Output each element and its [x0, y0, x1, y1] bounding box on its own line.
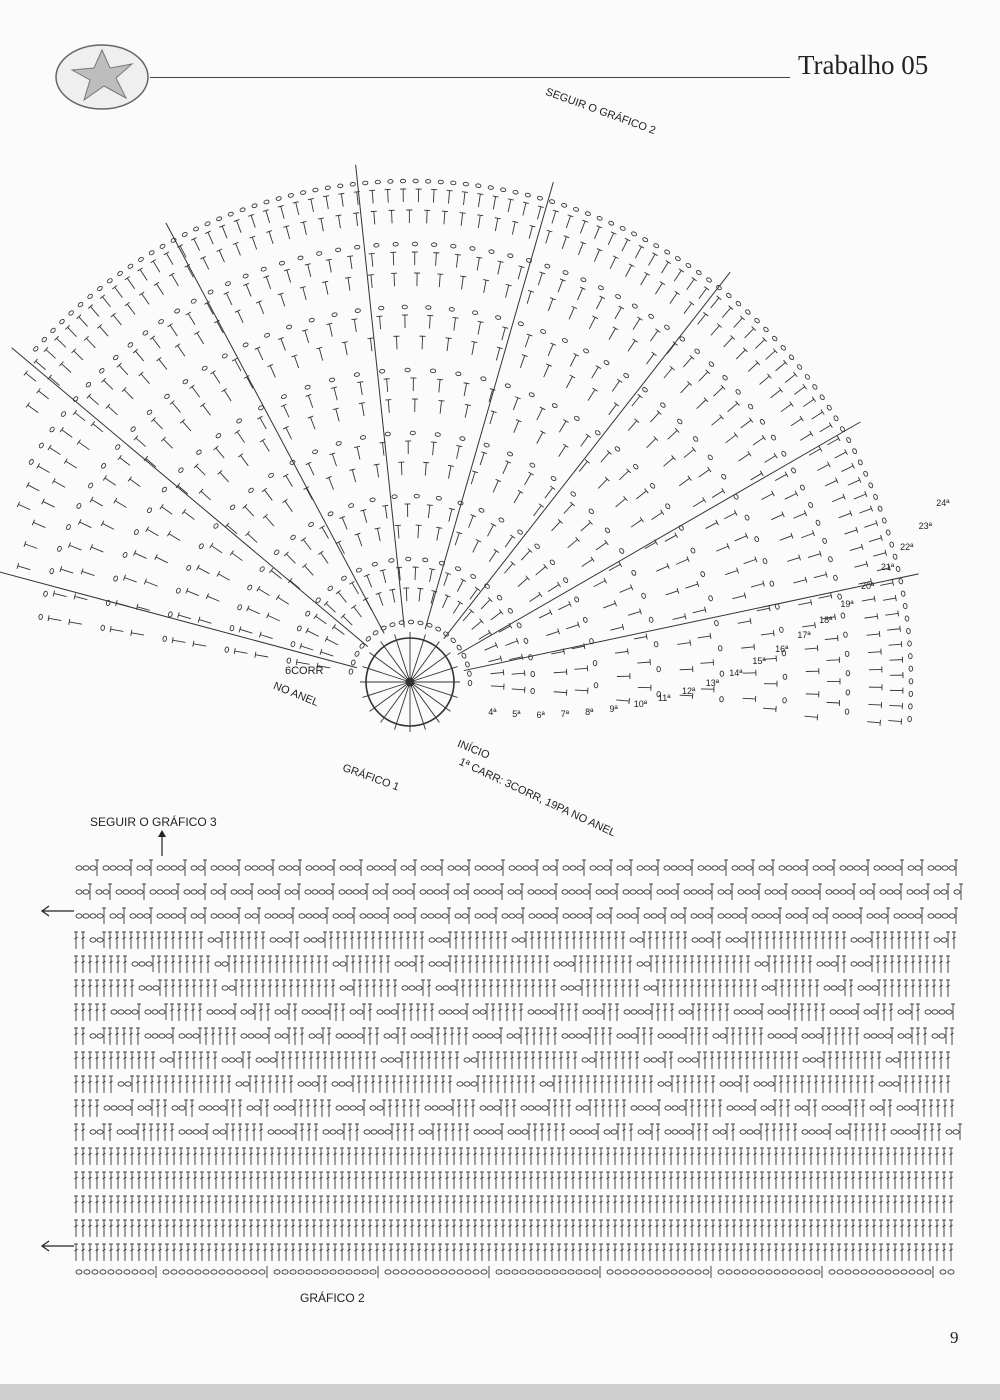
grafico-1-label: GRÁFICO 1 [340, 762, 401, 794]
corr-anel-label-1: 6CORR [285, 665, 324, 677]
scan-edge [0, 1384, 1000, 1400]
row-number-label: 17ª [797, 630, 811, 641]
row-number-label: 23ª [918, 520, 932, 531]
page-title: Trabalho 05 [798, 50, 929, 80]
row-number-label: 16ª [775, 643, 789, 654]
crochet-fan-diagram [0, 80, 1000, 840]
row-number-label: 19ª [840, 598, 854, 609]
first-row-label: 1ª CARR: 3CORR, 19PA NO ANEL [456, 756, 618, 840]
row-number-label: 7ª [560, 709, 570, 720]
row-number-label: 21ª [880, 562, 895, 573]
row-number-label: 20ª [860, 580, 875, 591]
row-number-label: 6ª [536, 709, 545, 720]
inicio-label: INÍCIO [455, 738, 492, 762]
row-number-label: 14ª [729, 667, 743, 678]
row-number-label: 24ª [936, 498, 950, 509]
row-number-label: 12ª [681, 686, 696, 697]
row-number-label: 18ª [819, 614, 833, 625]
crochet-grid-chart [40, 852, 970, 1280]
seguir-grafico-2-label: SEGUIR O GRÁFICO 2 [543, 86, 658, 137]
row-number-label: 10ª [633, 699, 648, 710]
row-number-label: 8ª [585, 707, 594, 718]
row-number-label: 4ª [488, 706, 497, 717]
page-number: 9 [950, 1328, 959, 1347]
grafico-2-label: GRÁFICO 2 [300, 1291, 365, 1305]
row-number-label: 5ª [512, 708, 521, 719]
row-number-label: 11ª [657, 693, 671, 704]
row-number-label: 22ª [900, 542, 914, 553]
header-rule [150, 77, 790, 78]
row-number-label: 13ª [705, 677, 720, 688]
row-number-label: 15ª [752, 656, 766, 667]
seguir-grafico-3-label: SEGUIR O GRÁFICO 3 [90, 815, 217, 829]
corr-anel-label-2: NO ANEL [271, 680, 321, 709]
row-number-label: 9ª [609, 703, 618, 714]
